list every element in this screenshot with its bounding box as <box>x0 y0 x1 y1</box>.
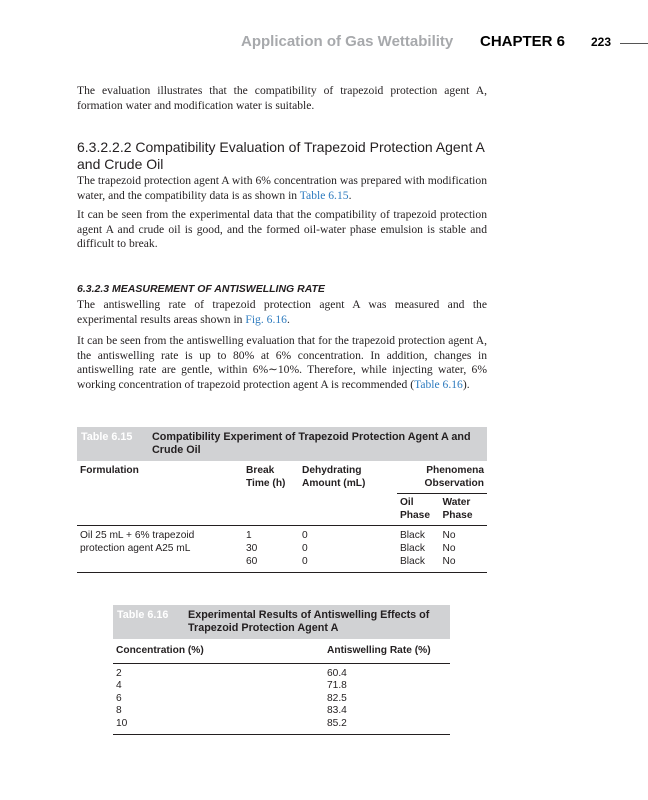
table-6-16 <box>113 605 450 735</box>
table-title: Compatibility Experiment of Trapezoid Protection Agent A and Crude Oil <box>152 431 471 456</box>
cell: No <box>442 555 456 567</box>
cell: 71.8 <box>327 680 347 692</box>
cell: 6 <box>116 692 122 704</box>
table-label: Table 6.16 <box>117 609 169 621</box>
cell: 0 <box>302 542 308 554</box>
col-header-water-phase: Water Phase <box>442 497 473 521</box>
cell: 60.4 <box>327 667 347 679</box>
paragraph <box>77 174 487 203</box>
paragraph-text: The trapezoid protection agent A with 6% concentration was prepared with modification water, and the compatibility data is as shown in <box>77 174 487 202</box>
table-caption <box>113 605 450 639</box>
cell: 85.2 <box>327 717 347 729</box>
col-header-antiswelling-rate: Antiswelling Rate (%) <box>327 645 431 656</box>
table-row <box>113 663 450 680</box>
cell: 0 <box>302 555 308 567</box>
table-link[interactable]: Table 6.15 <box>299 188 349 202</box>
col-header-phenomena: Phenomena Observation <box>397 465 487 494</box>
paragraph: It can be seen from the experimental data that the compatibility of trapezoid protection agent A and crude oil is good, and the formed oil-water phase emulsion is stable and difficult to break. <box>77 208 487 251</box>
table-row <box>77 526 487 543</box>
cell: 30 <box>246 542 258 554</box>
cell: 60 <box>246 555 258 567</box>
intro-paragraph: The evaluation illustrates that the compatibility of trapezoid protection agent A, formation water and modification water is suitable. <box>77 84 487 112</box>
header-rule <box>620 43 648 44</box>
cell: 1 <box>246 530 252 542</box>
paragraph <box>77 334 487 392</box>
cell-formulation: Oil 25 mL + 6% trapezoid protection agent A25 mL <box>80 530 195 554</box>
paragraph-text: It can be seen from the antiswelling evaluation that for the trapezoid protection agent A, the antiswelling rate is up to 80% at 6% concentration. In addition, changes in antiswelling rate are gentle, within 6%∼10%. Therefore, while injecting water, 6% working concentration of trapezoid protection agent A is recommended ( <box>77 334 487 391</box>
table-row <box>113 693 450 706</box>
paragraph <box>77 298 487 327</box>
paragraph-text: . <box>348 188 352 202</box>
section-heading-6-3-2-2-2: 6.3.2.2.2 Compatibility Evaluation of Trapezoid Protection Agent A and Crude Oil <box>77 139 485 172</box>
running-title: Application of Gas Wettability <box>241 33 454 50</box>
col-header-break-time: Break Time (h) <box>246 465 286 489</box>
cell: 83.4 <box>327 705 347 717</box>
running-header <box>0 33 648 53</box>
cell: Black <box>400 530 425 542</box>
col-header-dehydrating: Dehydrating Amount (mL) <box>302 465 366 489</box>
cell: No <box>442 542 456 554</box>
cell: 82.5 <box>327 692 347 704</box>
section-heading-6-3-2-3: 6.3.2.3 MEASUREMENT OF ANTISWELLING RATE <box>77 283 325 295</box>
table-caption <box>77 427 487 461</box>
paragraph-text: . <box>286 312 290 326</box>
chapter-label: CHAPTER 6 <box>480 33 566 50</box>
cell: 10 <box>116 717 128 729</box>
cell: Black <box>400 555 425 567</box>
table-6-15 <box>77 427 487 573</box>
table-title: Experimental Results of Antiswelling Effects of Trapezoid Protection Agent A <box>188 609 430 634</box>
figure-link[interactable]: Fig. 6.16 <box>245 312 287 326</box>
table-row <box>113 705 450 718</box>
page-number: 223 <box>591 35 612 49</box>
table-link[interactable]: Table 6.16 <box>414 377 463 391</box>
paragraph-text: ). <box>462 377 470 391</box>
col-header-formulation: Formulation <box>80 465 139 476</box>
col-header-concentration: Concentration (%) <box>116 645 204 656</box>
table-row <box>113 718 450 734</box>
col-header-oil-phase: Oil Phase <box>400 497 431 521</box>
cell: 0 <box>302 530 308 542</box>
cell: Black <box>400 542 425 554</box>
cell: 2 <box>116 667 122 679</box>
table-label: Table 6.15 <box>81 431 133 443</box>
table-row <box>113 680 450 693</box>
cell: 8 <box>116 705 122 717</box>
cell: 4 <box>116 680 122 692</box>
paragraph-text: The antiswelling rate of trapezoid protection agent A was measured and the experimental results areas shown in <box>77 298 487 326</box>
cell: No <box>442 530 456 542</box>
